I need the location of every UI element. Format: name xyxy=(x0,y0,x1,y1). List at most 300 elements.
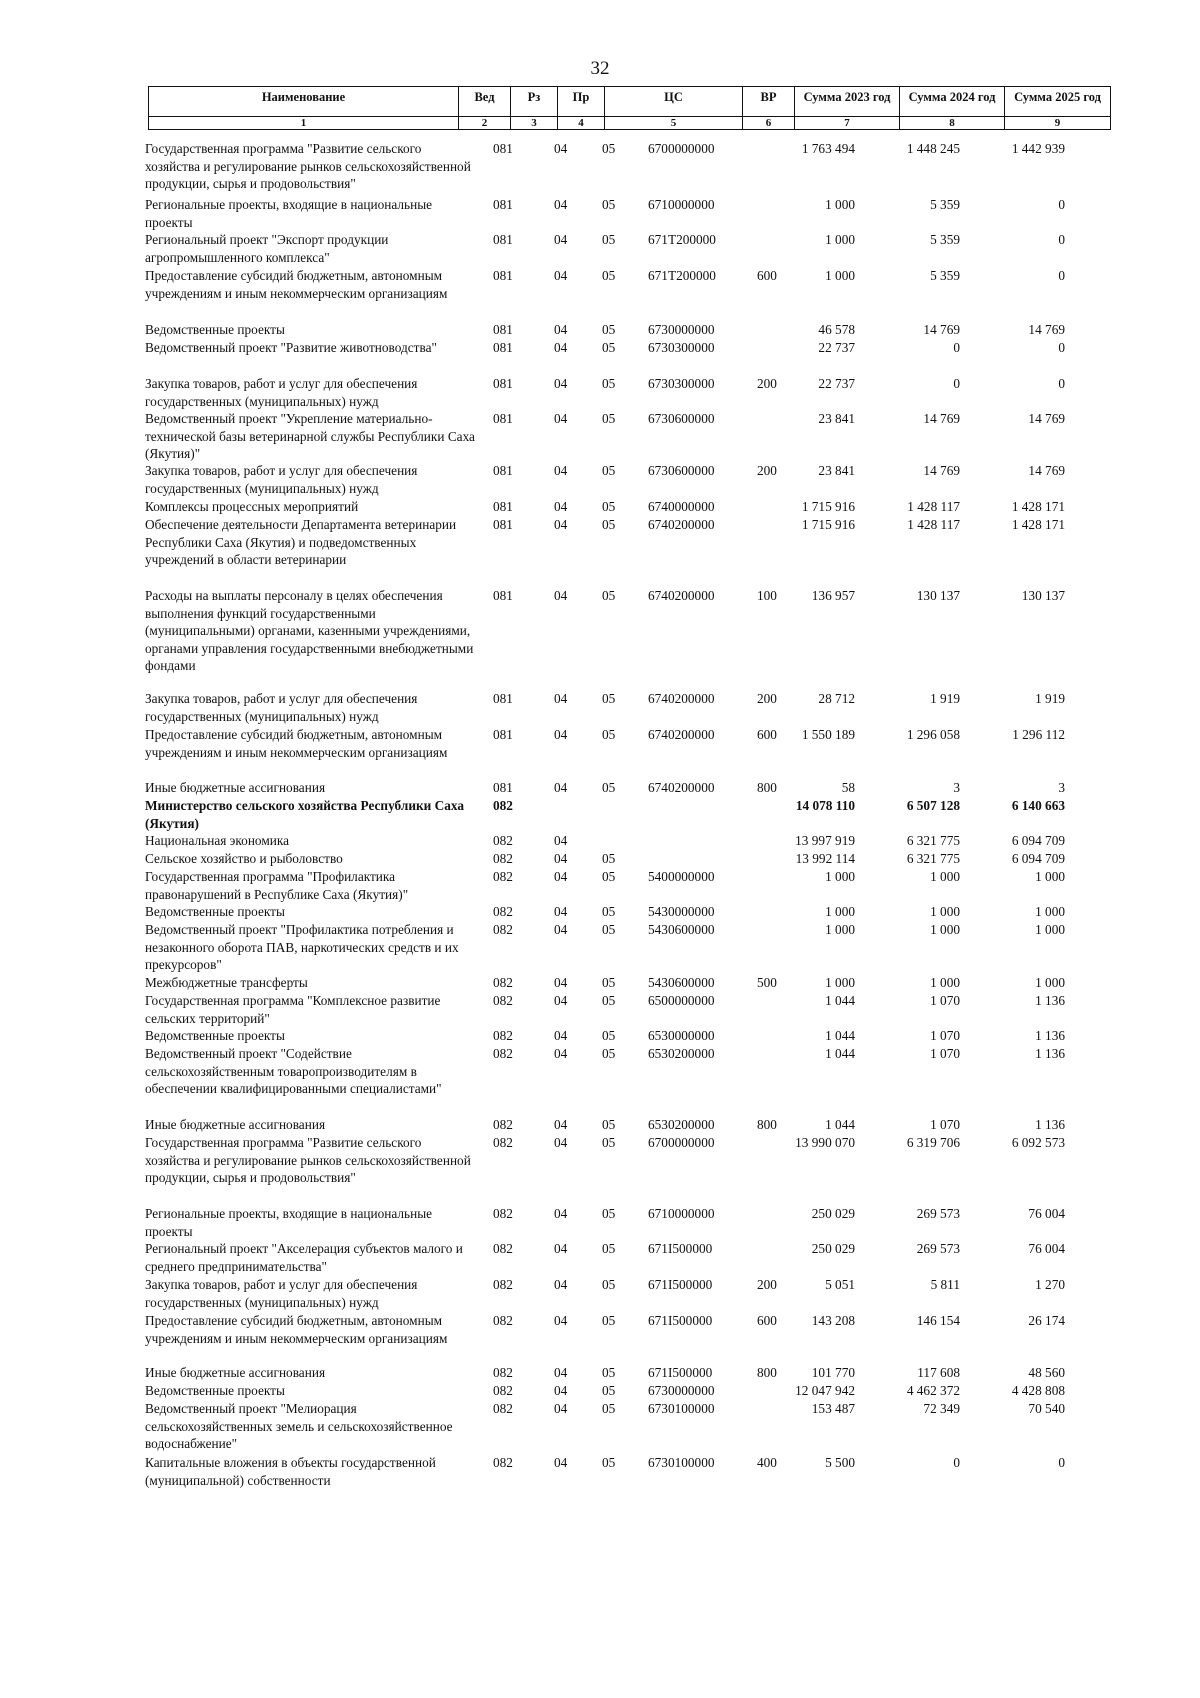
cell-sum-2025: 0 xyxy=(1058,232,1065,247)
cell-sum-2024: 1 000 xyxy=(930,904,960,919)
cell-sum-2025: 1 000 xyxy=(1035,922,1065,937)
cell-rz: 04 xyxy=(554,322,568,337)
cell-rz: 04 xyxy=(554,1241,568,1256)
cell-rz: 04 xyxy=(554,833,568,848)
cell-cs: 6740200000 xyxy=(648,588,715,603)
table-row xyxy=(145,868,1125,903)
cell-sum-2023: 153 487 xyxy=(811,1401,855,1416)
cell-name: Ведомственный проект "Содействие сельскохозяйственным товаропроизводителям в обеспечении квалифицированными специалистами" xyxy=(145,1046,442,1097)
cell-rz: 04 xyxy=(554,232,568,247)
cell-name: Закупка товаров, работ и услуг для обеспечения государственных (муниципальных) нужд xyxy=(145,463,418,496)
cell-sum-2023: 1 044 xyxy=(825,1028,855,1043)
cell-name: Региональные проекты, входящие в национальные проекты xyxy=(145,197,433,230)
cell-pr: 05 xyxy=(602,904,616,919)
column-number: 2 xyxy=(459,117,511,130)
cell-sum-2023: 1 763 494 xyxy=(801,141,855,156)
cell-cs: 6700000000 xyxy=(648,1135,715,1150)
table-row xyxy=(145,410,1125,463)
cell-rz: 04 xyxy=(554,1383,568,1398)
cell-pr: 05 xyxy=(602,517,616,532)
column-number: 5 xyxy=(605,117,743,130)
table-row xyxy=(145,1240,1125,1275)
cell-sum-2023: 22 737 xyxy=(818,340,855,355)
cell-pr: 05 xyxy=(602,1401,616,1416)
table-row xyxy=(145,1134,1125,1187)
cell-pr: 05 xyxy=(602,1313,616,1328)
cell-sum-2024: 3 xyxy=(953,780,960,795)
table-row xyxy=(145,1116,1125,1134)
column-number: 7 xyxy=(795,117,900,130)
cell-rz: 04 xyxy=(554,268,568,283)
cell-ved: 082 xyxy=(493,851,513,866)
cell-cs: 6730300000 xyxy=(648,340,715,355)
cell-sum-2023: 1 715 916 xyxy=(801,517,855,532)
cell-rz: 04 xyxy=(554,1365,568,1380)
cell-cs: 6730000000 xyxy=(648,322,715,337)
cell-pr: 05 xyxy=(602,780,616,795)
cell-sum-2024: 1 000 xyxy=(930,922,960,937)
table-row xyxy=(145,1312,1125,1347)
cell-ved: 081 xyxy=(493,232,513,247)
cell-sum-2025: 76 004 xyxy=(1028,1206,1065,1221)
cell-pr: 05 xyxy=(602,1277,616,1292)
cell-sum-2023: 1 044 xyxy=(825,1046,855,1061)
table-row xyxy=(145,375,1125,410)
cell-name: Закупка товаров, работ и услуг для обеспечения государственных (муниципальных) нужд xyxy=(145,376,418,409)
cell-pr: 05 xyxy=(602,463,616,478)
cell-pr: 05 xyxy=(602,232,616,247)
cell-sum-2025: 6 094 709 xyxy=(1011,851,1065,866)
cell-sum-2023: 5 500 xyxy=(825,1455,855,1470)
cell-sum-2024: 146 154 xyxy=(916,1313,960,1328)
cell-sum-2025: 1 136 xyxy=(1035,1117,1065,1132)
table-row xyxy=(145,921,1125,974)
cell-sum-2023: 22 737 xyxy=(818,376,855,391)
cell-sum-2025: 14 769 xyxy=(1028,322,1065,337)
cell-name: Региональный проект "Акселерация субъектов малого и среднего предпринимательства" xyxy=(145,1241,463,1274)
cell-ved: 081 xyxy=(493,268,513,283)
column-number: 6 xyxy=(743,117,795,130)
cell-sum-2023: 1 000 xyxy=(825,232,855,247)
cell-pr: 05 xyxy=(602,1455,616,1470)
cell-rz: 04 xyxy=(554,993,568,1008)
cell-vr: 800 xyxy=(757,780,777,795)
cell-sum-2024: 14 769 xyxy=(923,322,960,337)
cell-sum-2024: 1 448 245 xyxy=(906,141,960,156)
table-row xyxy=(145,797,1125,832)
cell-sum-2025: 0 xyxy=(1058,197,1065,212)
cell-pr: 05 xyxy=(602,975,616,990)
cell-sum-2025: 4 428 808 xyxy=(1011,1383,1065,1398)
column-number: 3 xyxy=(511,117,558,130)
cell-ved: 081 xyxy=(493,197,513,212)
cell-sum-2023: 1 000 xyxy=(825,975,855,990)
cell-sum-2024: 6 321 775 xyxy=(906,833,960,848)
cell-sum-2024: 6 507 128 xyxy=(906,798,960,813)
cell-ved: 082 xyxy=(493,1206,513,1221)
cell-sum-2023: 1 044 xyxy=(825,1117,855,1132)
cell-cs: 6740200000 xyxy=(648,517,715,532)
cell-pr: 05 xyxy=(602,376,616,391)
cell-sum-2025: 48 560 xyxy=(1028,1365,1065,1380)
cell-cs: 5400000000 xyxy=(648,869,715,884)
cell-pr: 05 xyxy=(602,851,616,866)
cell-name: Государственная программа "Профилактика правонарушений в Республике Саха (Якутия)" xyxy=(145,869,409,902)
table-row xyxy=(145,267,1125,302)
cell-cs: 6730600000 xyxy=(648,411,715,426)
table-row xyxy=(145,516,1125,569)
table-row xyxy=(145,1205,1125,1240)
cell-rz: 04 xyxy=(554,588,568,603)
cell-sum-2024: 5 359 xyxy=(930,268,960,283)
table-row xyxy=(145,1400,1125,1453)
cell-sum-2025: 76 004 xyxy=(1028,1241,1065,1256)
cell-name: Национальная экономика xyxy=(145,833,290,848)
cell-ved: 082 xyxy=(493,1277,513,1292)
cell-ved: 082 xyxy=(493,1383,513,1398)
table-row xyxy=(145,1276,1125,1311)
table-row xyxy=(145,321,1125,339)
cell-ved: 082 xyxy=(493,1046,513,1061)
cell-vr: 200 xyxy=(757,463,777,478)
cell-sum-2024: 130 137 xyxy=(916,588,960,603)
header-ved: Вед xyxy=(459,87,511,117)
cell-ved: 082 xyxy=(493,904,513,919)
cell-cs: 6730100000 xyxy=(648,1401,715,1416)
cell-sum-2025: 6 094 709 xyxy=(1011,833,1065,848)
cell-cs: 6530200000 xyxy=(648,1046,715,1061)
cell-ved: 082 xyxy=(493,798,513,813)
table-row xyxy=(145,690,1125,725)
cell-rz: 04 xyxy=(554,922,568,937)
cell-rz: 04 xyxy=(554,1117,568,1132)
cell-cs: 6710000000 xyxy=(648,197,715,212)
cell-rz: 04 xyxy=(554,975,568,990)
cell-sum-2023: 13 997 919 xyxy=(795,833,855,848)
cell-sum-2025: 1 428 171 xyxy=(1011,499,1065,514)
cell-sum-2024: 269 573 xyxy=(916,1241,960,1256)
cell-name: Ведомственный проект "Развитие животноводства" xyxy=(145,340,437,355)
cell-cs: 6730000000 xyxy=(648,1383,715,1398)
cell-sum-2025: 6 140 663 xyxy=(1011,798,1065,813)
cell-sum-2023: 14 078 110 xyxy=(795,798,855,813)
header-cs: ЦС xyxy=(605,87,743,117)
cell-vr: 200 xyxy=(757,376,777,391)
table-row xyxy=(145,832,1125,850)
cell-rz: 04 xyxy=(554,780,568,795)
cell-name: Ведомственные проекты xyxy=(145,322,285,337)
cell-sum-2023: 46 578 xyxy=(818,322,855,337)
cell-sum-2023: 23 841 xyxy=(818,411,855,426)
cell-sum-2024: 14 769 xyxy=(923,463,960,478)
cell-vr: 100 xyxy=(757,588,777,603)
cell-rz: 04 xyxy=(554,411,568,426)
cell-sum-2025: 14 769 xyxy=(1028,411,1065,426)
cell-name: Предоставление субсидий бюджетным, автономным учреждениям и иным некоммерческим организациям xyxy=(145,268,448,301)
cell-sum-2025: 130 137 xyxy=(1021,588,1065,603)
cell-name: Межбюджетные трансферты xyxy=(145,975,308,990)
cell-sum-2025: 1 000 xyxy=(1035,869,1065,884)
cell-sum-2025: 1 136 xyxy=(1035,1046,1065,1061)
column-number: 9 xyxy=(1005,117,1111,130)
cell-vr: 500 xyxy=(757,975,777,990)
cell-sum-2023: 23 841 xyxy=(818,463,855,478)
table-row xyxy=(145,1027,1125,1045)
table-row xyxy=(145,1454,1125,1489)
cell-sum-2024: 6 319 706 xyxy=(906,1135,960,1150)
cell-rz: 04 xyxy=(554,1206,568,1221)
cell-sum-2023: 136 957 xyxy=(811,588,855,603)
cell-rz: 04 xyxy=(554,1277,568,1292)
cell-ved: 081 xyxy=(493,780,513,795)
cell-sum-2023: 1 000 xyxy=(825,922,855,937)
cell-name: Ведомственные проекты xyxy=(145,1383,285,1398)
table-header xyxy=(148,86,1110,128)
cell-name: Иные бюджетные ассигнования xyxy=(145,1365,326,1380)
cell-name: Обеспечение деятельности Департамента ветеринарии Республики Саха (Якутия) и подведомственных учреждений в области ветеринарии xyxy=(145,517,457,568)
cell-pr: 05 xyxy=(602,340,616,355)
cell-name: Региональный проект "Экспорт продукции агропромышленного комплекса" xyxy=(145,232,389,265)
cell-pr: 05 xyxy=(602,141,616,156)
table-row xyxy=(145,498,1125,516)
cell-rz: 04 xyxy=(554,1028,568,1043)
cell-vr: 800 xyxy=(757,1117,777,1132)
cell-sum-2023: 58 xyxy=(841,780,855,795)
cell-cs: 671I500000 xyxy=(648,1241,713,1256)
cell-sum-2023: 250 029 xyxy=(811,1241,855,1256)
cell-rz: 04 xyxy=(554,1313,568,1328)
cell-rz: 04 xyxy=(554,463,568,478)
cell-pr: 05 xyxy=(602,1046,616,1061)
cell-pr: 05 xyxy=(602,499,616,514)
cell-ved: 082 xyxy=(493,1365,513,1380)
cell-name: Ведомственный проект "Профилактика потребления и незаконного оборота ПАВ, наркотических средств и их прекурсоров" xyxy=(145,922,459,973)
cell-sum-2024: 1 070 xyxy=(930,1046,960,1061)
cell-ved: 081 xyxy=(493,340,513,355)
cell-cs: 6730300000 xyxy=(648,376,715,391)
cell-ved: 082 xyxy=(493,1455,513,1470)
cell-sum-2025: 1 136 xyxy=(1035,1028,1065,1043)
cell-pr: 05 xyxy=(602,1241,616,1256)
cell-name: Ведомственные проекты xyxy=(145,1028,285,1043)
cell-pr: 05 xyxy=(602,1028,616,1043)
cell-pr: 05 xyxy=(602,922,616,937)
cell-rz: 04 xyxy=(554,869,568,884)
cell-sum-2025: 26 174 xyxy=(1028,1313,1065,1328)
header-pr: Пр xyxy=(558,87,605,117)
page-number: 32 xyxy=(590,58,610,79)
cell-vr: 200 xyxy=(757,1277,777,1292)
cell-sum-2025: 1 296 112 xyxy=(1012,727,1065,742)
cell-cs: 6740200000 xyxy=(648,780,715,795)
cell-pr: 05 xyxy=(602,268,616,283)
cell-name: Министерство сельского хозяйства Республики Саха (Якутия) xyxy=(145,798,465,831)
cell-ved: 082 xyxy=(493,993,513,1008)
header-sum-2024: Сумма 2024 год xyxy=(900,87,1005,117)
cell-vr: 200 xyxy=(757,691,777,706)
cell-sum-2025: 1 919 xyxy=(1035,691,1065,706)
cell-sum-2023: 101 770 xyxy=(811,1365,855,1380)
cell-rz: 04 xyxy=(554,851,568,866)
cell-sum-2024: 0 xyxy=(953,340,960,355)
cell-sum-2023: 12 047 942 xyxy=(795,1383,855,1398)
cell-name: Капитальные вложения в объекты государственной (муниципальной) собственности xyxy=(145,1455,436,1488)
cell-ved: 081 xyxy=(493,141,513,156)
cell-sum-2025: 0 xyxy=(1058,376,1065,391)
cell-pr: 05 xyxy=(602,869,616,884)
cell-ved: 081 xyxy=(493,517,513,532)
cell-ved: 081 xyxy=(493,499,513,514)
cell-vr: 400 xyxy=(757,1455,777,1470)
cell-sum-2023: 1 550 189 xyxy=(801,727,855,742)
cell-sum-2025: 1 270 xyxy=(1035,1277,1065,1292)
cell-sum-2024: 4 462 372 xyxy=(906,1383,960,1398)
cell-ved: 081 xyxy=(493,727,513,742)
cell-sum-2025: 1 000 xyxy=(1035,975,1065,990)
cell-sum-2023: 13 990 070 xyxy=(795,1135,855,1150)
cell-rz: 04 xyxy=(554,691,568,706)
cell-ved: 082 xyxy=(493,922,513,937)
cell-name: Закупка товаров, работ и услуг для обеспечения государственных (муниципальных) нужд xyxy=(145,691,418,724)
cell-sum-2024: 6 321 775 xyxy=(906,851,960,866)
cell-ved: 082 xyxy=(493,869,513,884)
cell-cs: 6530200000 xyxy=(648,1117,715,1132)
table-row xyxy=(145,140,1125,193)
cell-name: Сельское хозяйство и рыболовство xyxy=(145,851,343,866)
cell-cs: 671T200000 xyxy=(648,232,716,247)
cell-sum-2024: 1 296 058 xyxy=(906,727,960,742)
cell-name: Иные бюджетные ассигнования xyxy=(145,1117,326,1132)
cell-sum-2024: 1 919 xyxy=(930,691,960,706)
cell-pr: 05 xyxy=(602,727,616,742)
cell-cs: 6740200000 xyxy=(648,727,715,742)
cell-cs: 6710000000 xyxy=(648,1206,715,1221)
cell-sum-2025: 1 000 xyxy=(1035,904,1065,919)
cell-pr: 05 xyxy=(602,1206,616,1221)
cell-ved: 082 xyxy=(493,1401,513,1416)
cell-rz: 04 xyxy=(554,340,568,355)
cell-pr: 05 xyxy=(602,197,616,212)
table-row xyxy=(145,974,1125,992)
cell-ved: 081 xyxy=(493,376,513,391)
cell-ved: 082 xyxy=(493,1117,513,1132)
cell-sum-2024: 269 573 xyxy=(916,1206,960,1221)
cell-vr: 600 xyxy=(757,727,777,742)
cell-sum-2024: 1 000 xyxy=(930,869,960,884)
cell-ved: 082 xyxy=(493,1028,513,1043)
table-row xyxy=(145,779,1125,797)
cell-pr: 05 xyxy=(602,322,616,337)
cell-vr: 800 xyxy=(757,1365,777,1380)
cell-rz: 04 xyxy=(554,1401,568,1416)
cell-sum-2023: 250 029 xyxy=(811,1206,855,1221)
cell-rz: 04 xyxy=(554,1046,568,1061)
cell-pr: 05 xyxy=(602,993,616,1008)
table-row xyxy=(145,903,1125,921)
header-rz: Рз xyxy=(511,87,558,117)
header-sum-2025: Сумма 2025 год xyxy=(1005,87,1111,117)
cell-name: Закупка товаров, работ и услуг для обеспечения государственных (муниципальных) нужд xyxy=(145,1277,418,1310)
cell-sum-2023: 28 712 xyxy=(818,691,855,706)
table-row xyxy=(145,339,1125,357)
cell-sum-2023: 1 000 xyxy=(825,904,855,919)
cell-ved: 081 xyxy=(493,691,513,706)
cell-sum-2025: 70 540 xyxy=(1028,1401,1065,1416)
cell-name: Расходы на выплаты персоналу в целях обеспечения выполнения функций государственными (муниципальными) органами, казенными учреждениями, органами управления государственными внебюджетными фондами xyxy=(145,588,474,674)
cell-rz: 04 xyxy=(554,904,568,919)
cell-name: Региональные проекты, входящие в национальные проекты xyxy=(145,1206,433,1239)
cell-cs: 6740200000 xyxy=(648,691,715,706)
cell-vr: 600 xyxy=(757,268,777,283)
cell-cs: 6530000000 xyxy=(648,1028,715,1043)
cell-sum-2025: 3 xyxy=(1058,780,1065,795)
cell-rz: 04 xyxy=(554,141,568,156)
cell-sum-2023: 1 000 xyxy=(825,869,855,884)
cell-sum-2023: 143 208 xyxy=(811,1313,855,1328)
cell-name: Иные бюджетные ассигнования xyxy=(145,780,326,795)
cell-ved: 081 xyxy=(493,463,513,478)
cell-name: Предоставление субсидий бюджетным, автономным учреждениям и иным некоммерческим организациям xyxy=(145,1313,448,1346)
table-row xyxy=(145,1364,1125,1382)
cell-rz: 04 xyxy=(554,727,568,742)
cell-rz: 04 xyxy=(554,197,568,212)
cell-cs: 6730100000 xyxy=(648,1455,715,1470)
cell-pr: 05 xyxy=(602,1135,616,1150)
cell-cs: 6500000000 xyxy=(648,993,715,1008)
cell-cs: 6730600000 xyxy=(648,463,715,478)
cell-sum-2025: 0 xyxy=(1058,1455,1065,1470)
cell-sum-2024: 0 xyxy=(953,1455,960,1470)
cell-sum-2024: 5 811 xyxy=(930,1277,960,1292)
cell-ved: 081 xyxy=(493,322,513,337)
table-row xyxy=(145,850,1125,868)
table-row xyxy=(145,726,1125,761)
cell-ved: 081 xyxy=(493,411,513,426)
cell-name: Государственная программа "Комплексное развитие сельских территорий" xyxy=(145,993,441,1026)
column-number: 1 xyxy=(149,117,459,130)
cell-pr: 05 xyxy=(602,691,616,706)
cell-rz: 04 xyxy=(554,1455,568,1470)
cell-name: Государственная программа "Развитие сельского хозяйства и регулирование рынков сельскохозяйственной продукции, сырья и продовольствия" xyxy=(145,1135,471,1186)
cell-pr: 05 xyxy=(602,1365,616,1380)
cell-sum-2024: 1 428 117 xyxy=(907,499,960,514)
cell-sum-2023: 1 000 xyxy=(825,197,855,212)
cell-sum-2024: 14 769 xyxy=(923,411,960,426)
table-row xyxy=(145,992,1125,1027)
cell-sum-2025: 0 xyxy=(1058,340,1065,355)
cell-sum-2024: 1 428 117 xyxy=(907,517,960,532)
cell-sum-2024: 1 070 xyxy=(930,1117,960,1132)
cell-cs: 5430600000 xyxy=(648,975,715,990)
cell-sum-2023: 1 000 xyxy=(825,268,855,283)
cell-sum-2024: 1 070 xyxy=(930,993,960,1008)
cell-sum-2024: 1 070 xyxy=(930,1028,960,1043)
cell-sum-2025: 6 092 573 xyxy=(1011,1135,1065,1150)
cell-name: Комплексы процессных мероприятий xyxy=(145,499,359,514)
cell-sum-2024: 117 608 xyxy=(917,1365,960,1380)
cell-ved: 082 xyxy=(493,833,513,848)
cell-sum-2023: 13 992 114 xyxy=(795,851,855,866)
table-row xyxy=(145,462,1125,497)
cell-name: Государственная программа "Развитие сельского хозяйства и регулирование рынков сельскохозяйственной продукции, сырья и продовольствия" xyxy=(145,141,471,192)
cell-rz: 04 xyxy=(554,1135,568,1150)
cell-cs: 671I500000 xyxy=(648,1313,713,1328)
cell-cs: 5430000000 xyxy=(648,904,715,919)
cell-sum-2024: 5 359 xyxy=(930,197,960,212)
cell-name: Ведомственный проект "Мелиорация сельскохозяйственных земель и сельскохозяйственное водоснабжение" xyxy=(145,1401,453,1452)
cell-sum-2023: 5 051 xyxy=(825,1277,855,1292)
cell-sum-2023: 1 715 916 xyxy=(801,499,855,514)
